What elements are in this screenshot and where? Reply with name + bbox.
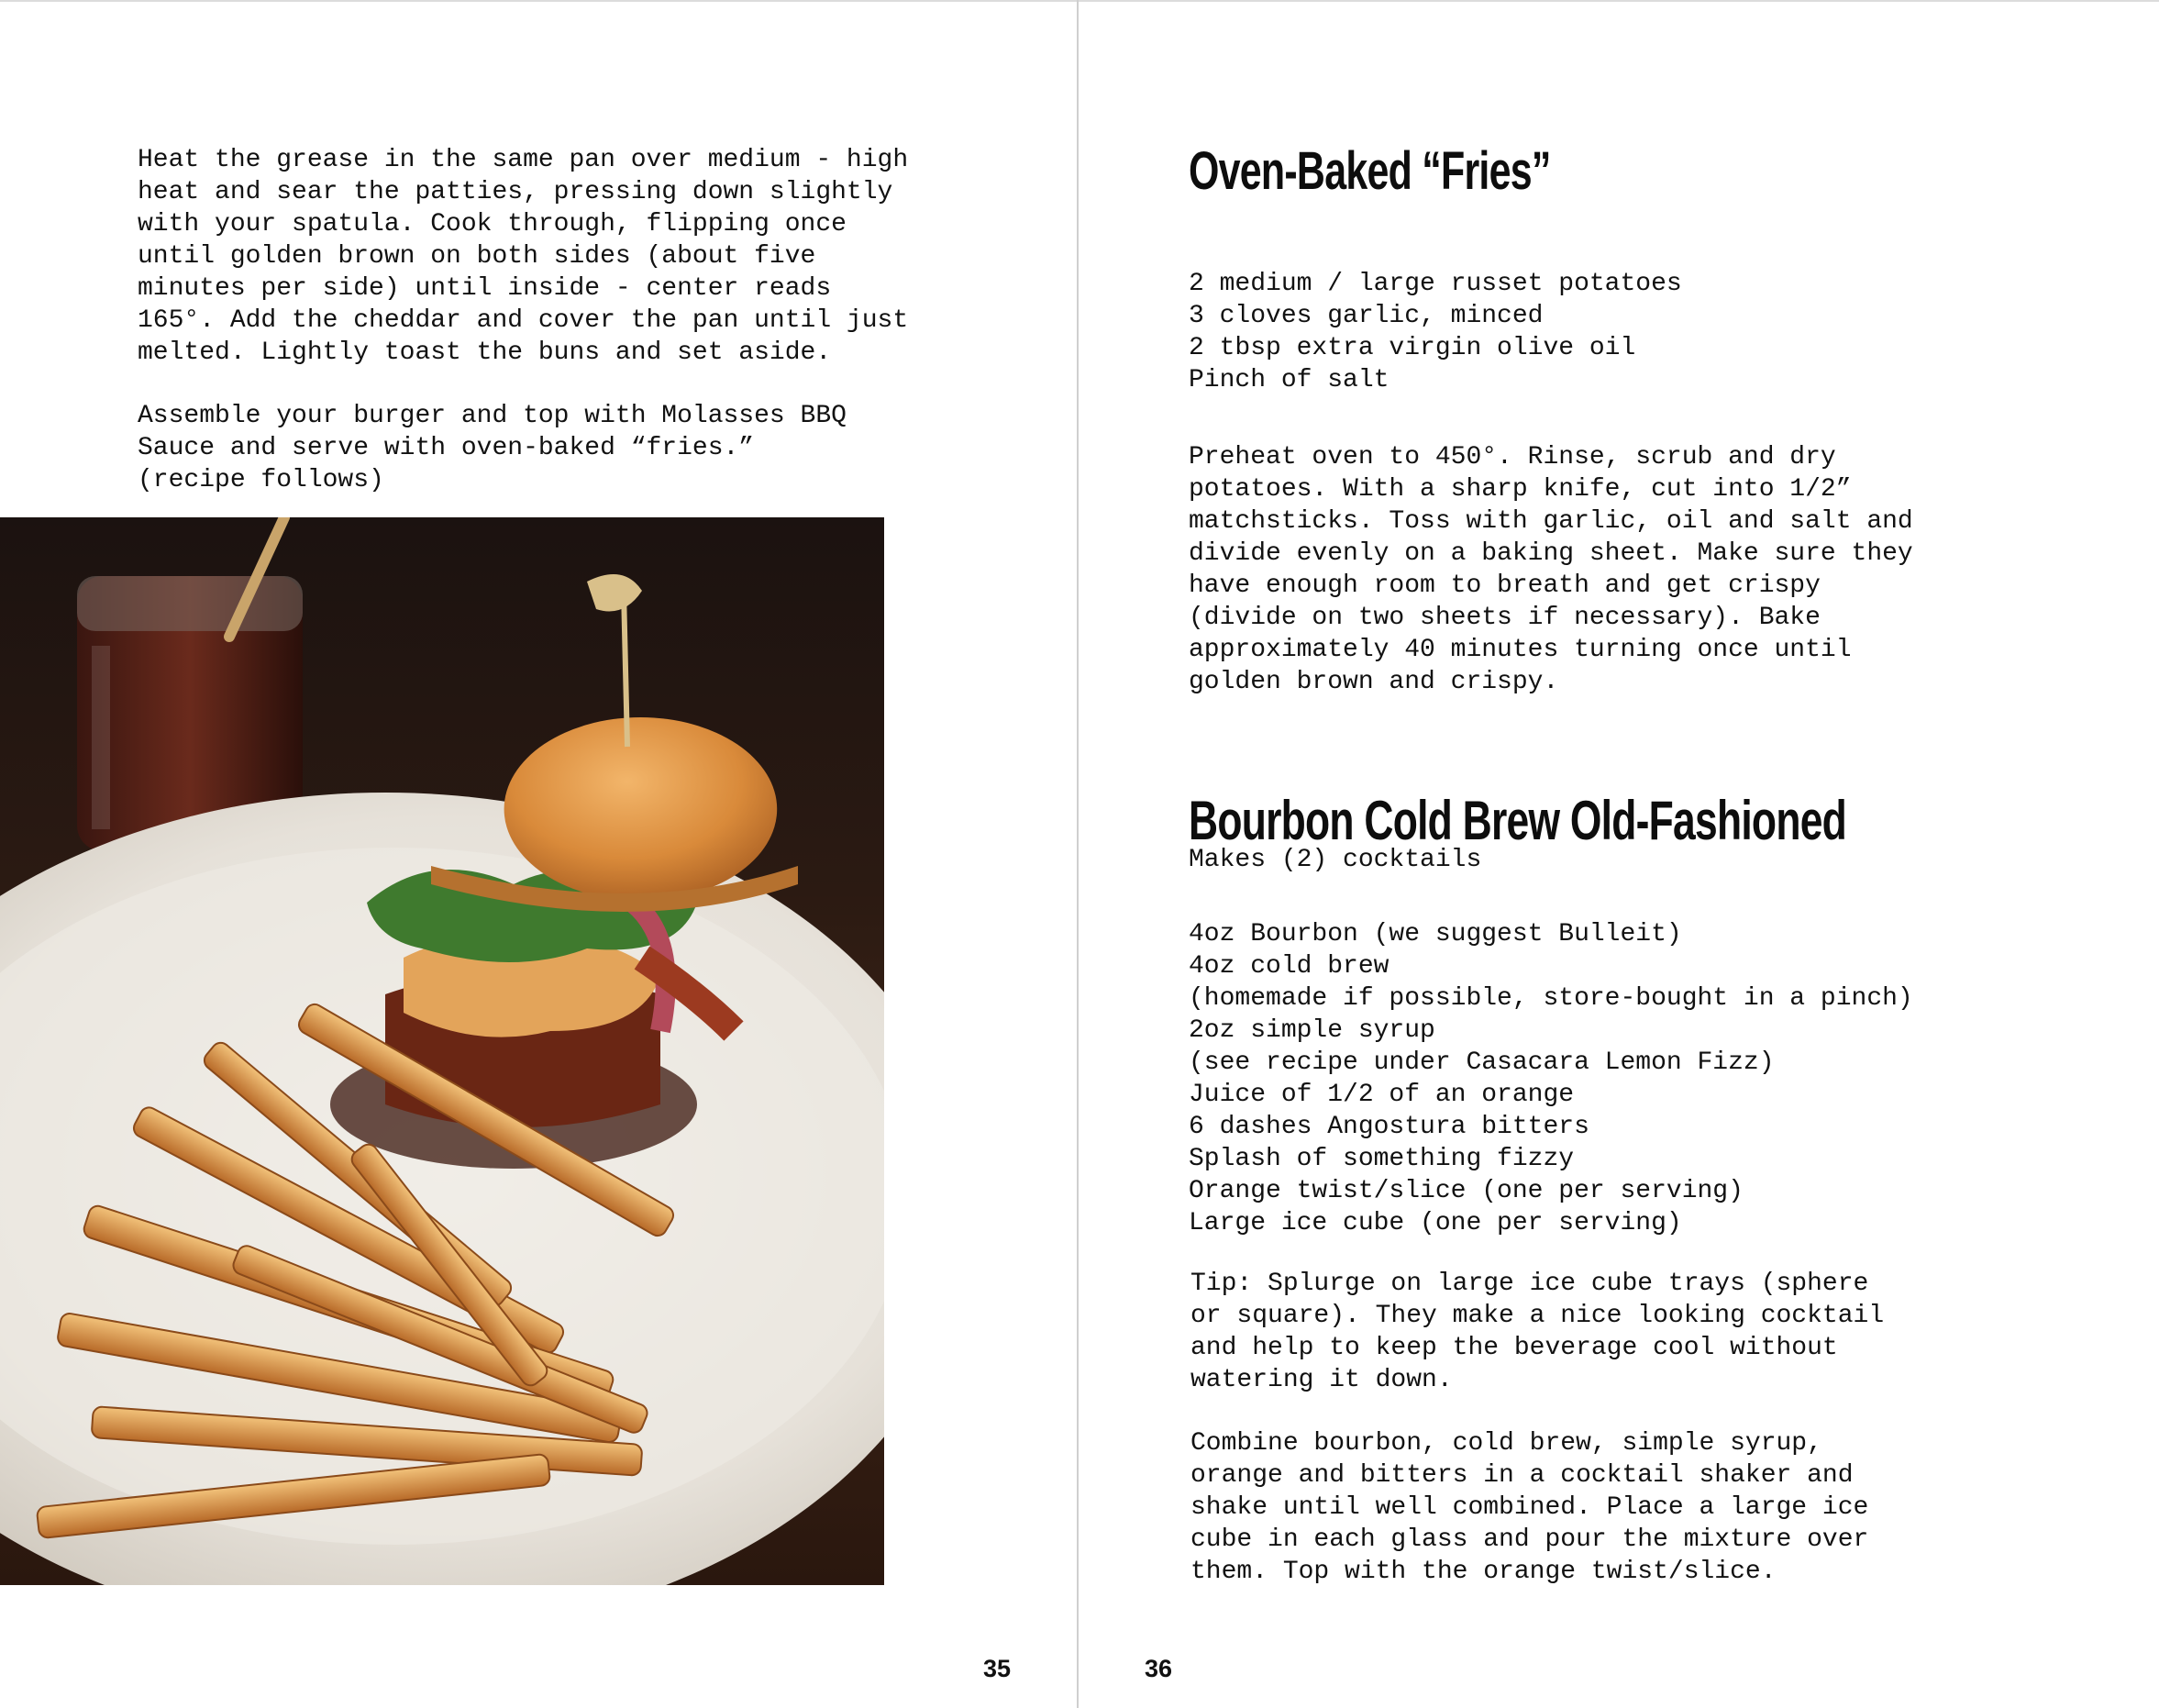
old-fashioned-yield: Makes (2) cocktails bbox=[1189, 846, 1482, 874]
burger-cooking-paragraph: Heat the grease in the same pan over medium - high heat and sear the patties, pressing down slightly with your spatula. Cook through, flipping once until golden brown on both sides (about five minutes per side) until inside - center reads 165°. Add the cheddar and cover the pan until just melted. Lightly toast the buns and set aside. bbox=[138, 146, 909, 367]
page-number-right: 36 bbox=[1145, 1655, 1173, 1682]
old-fashioned-tip: Tip: Splurge on large ice cube trays (sphere or square). They make a nice looking cocktail and help to keep the beverage cool without watering it down. bbox=[1190, 1270, 1885, 1394]
fries-ingredients: 2 medium / large russet potatoes 3 cloves garlic, minced 2 tbsp extra virgin olive oil Pinch of salt bbox=[1189, 270, 1682, 394]
page-number-left: 35 bbox=[983, 1655, 1012, 1682]
burger-assembly-paragraph: Assemble your burger and top with Molasses BBQ Sauce and serve with oven-baked “fries.” (recipe follows) bbox=[138, 402, 847, 494]
old-fashioned-recipe-title: Bourbon Cold Brew Old-Fashioned bbox=[1189, 790, 1847, 851]
left-page bbox=[0, 0, 1077, 1708]
fries-method: Preheat oven to 450°. Rinse, scrub and dry potatoes. With a sharp knife, cut into 1/2” matchsticks. Toss with garlic, oil and salt and divide evenly on a baking sheet. Make sure they have enough room to breath and get crispy (divide on two sheets if necessary). Bake approximately 40 minutes turning once until golden brown and crispy. bbox=[1189, 443, 1913, 696]
burger-with-fries-photo bbox=[0, 517, 884, 1585]
right-page bbox=[1079, 0, 2159, 1708]
old-fashioned-method: Combine bourbon, cold brew, simple syrup, orange and bitters in a cocktail shaker and shake until well combined. Place a large ice cube in each glass and pour the mixture over them. Top with the orange twist/slice. bbox=[1190, 1429, 1869, 1586]
fries-recipe-title: Oven-Baked “Fries” bbox=[1189, 141, 1551, 201]
old-fashioned-ingredients: 4oz Bourbon (we suggest Bulleit) 4oz cold brew (homemade if possible, store-bought in a pinch) 2oz simple syrup (see recipe under Casacara Lemon Fizz) Juice of 1/2 of an orange 6 dashes Angostura bitters Splash of something fizzy Orange twist/slice (one per serving) Large ice cube (one per serving) bbox=[1189, 920, 1913, 1237]
